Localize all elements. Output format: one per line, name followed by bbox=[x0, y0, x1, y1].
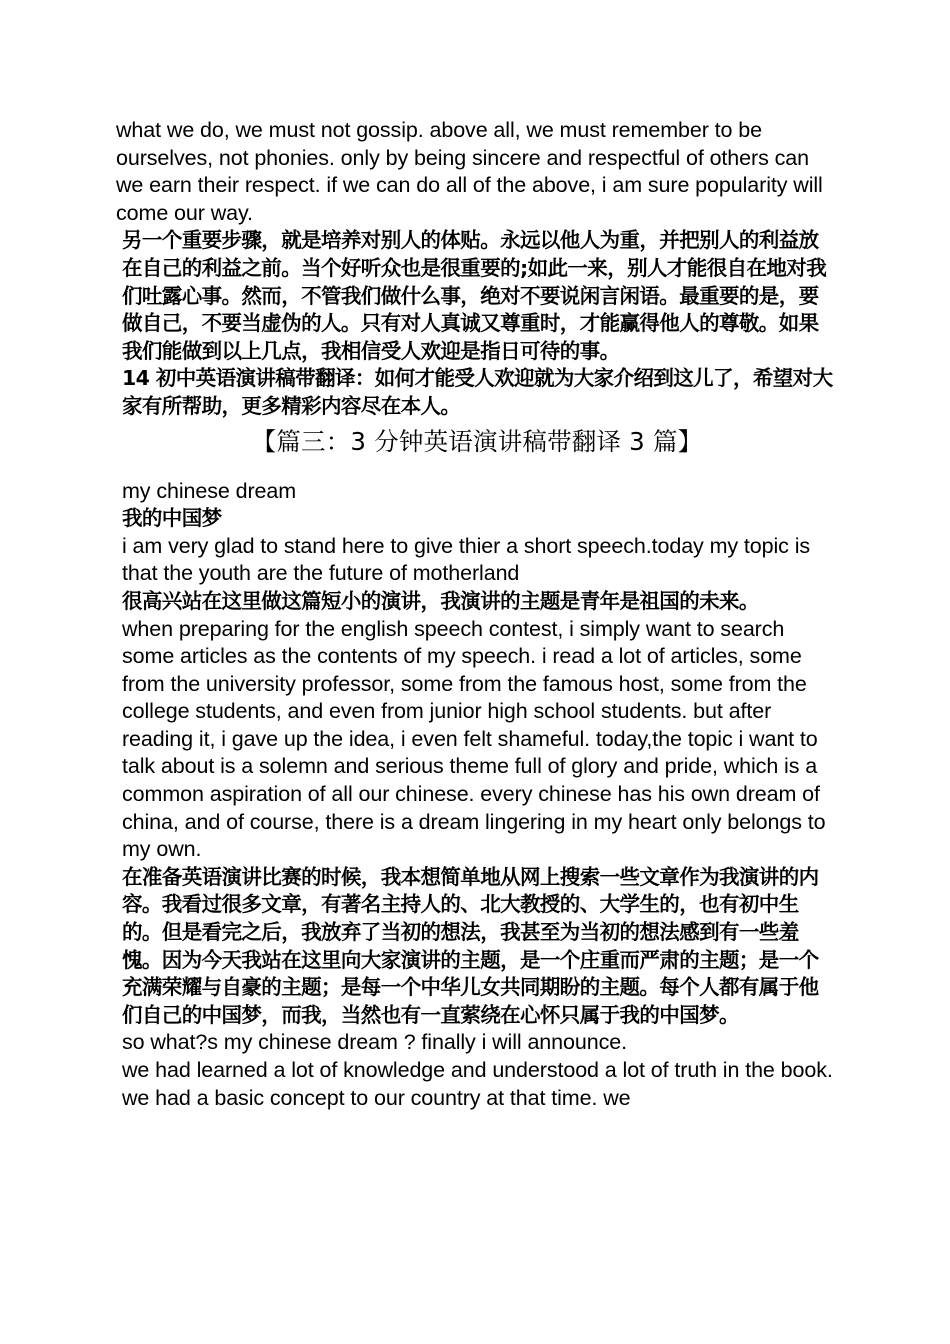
paragraph-english-knowledge: we had learned a lot of knowledge and understood a lot of truth in the book. we had a basic concept to our country at that time. we bbox=[122, 1058, 833, 1110]
document-page bbox=[116, 117, 838, 1112]
speech-title-chinese: 我的中国梦 bbox=[122, 506, 222, 531]
paragraph-english-preparing: when preparing for the english speech contest, i simply want to search some articles as the contents of my speech. i read a lot of articles, some from the university professor, some from the famous host, some from the college students, and even from junior high school students. but after reading it, i gave up the idea, i even felt shameful. today,the topic i want to talk about is a solemn and serious theme full of glory and pride, which is a common aspiration of all our chinese. every chinese has his own dream of china, and of course, there is a dream lingering in my heart only belongs to my own. bbox=[122, 616, 826, 862]
paragraph-chinese-intro: 很高兴站在这里做这篇短小的演讲，我演讲的主题是青年是祖国的未来。 bbox=[122, 588, 759, 613]
section-heading: 【篇三：3 分钟英语演讲稿带翻译 3 篇】 bbox=[251, 426, 703, 456]
paragraph-english-question: so what?s my chinese dream ? finally i will announce. bbox=[122, 1030, 627, 1055]
paragraph-chinese-preparing: 在准备英语演讲比赛的时候，我本想简单地从网上搜索一些文章作为我演讲的内容。我看过很多文章，有著名主持人的、北大教授的、大学生的，也有初中生的。但是看完之后，我放弃了当初的想法，我甚至为当初的想法感到有一些羞愧。因为今天我站在这里向大家演讲的主题，是一个庄重而严肃的主题；是一个充满荣耀与自豪的主题；是每一个中华儿女共同期盼的主题。每个人都有属于他们自己的中国梦，而我，当然也有一直萦绕在心怀只属于我的中国梦。 bbox=[122, 864, 819, 1027]
paragraph-chinese-popularity-translation: 另一个重要步骤，就是培养对别人的体贴。永远以他人为重，并把别人的利益放在自己的利益之前。当个好听众也是很重要的;如此一来，别人才能很自在地对我们吐露心事。然而，不管我们做什么事，绝对不要说闲言闲语。最重要的是，要做自己，不要当虚伪的人。只有对人真诚又尊重时，才能赢得他人的尊敬。如果我们能做到以上几点，我相信受人欢迎是指日可待的事。 bbox=[122, 228, 827, 363]
paragraph-english-popularity-end: what we do, we must not gossip. above all, we must remember to be ourselves, not phonies. only by being sincere and respectful of others can we earn their respect. if we can do all of the above, i am sure popularity will come our way. bbox=[116, 118, 823, 225]
paragraph-english-intro: i am very glad to stand here to give thier a short speech.today my topic is that the youth are the future of motherland bbox=[122, 533, 811, 586]
speech-title-english: my chinese dream bbox=[122, 478, 297, 503]
paragraph-section-closing: 14 初中英语演讲稿带翻译：如何才能受人欢迎就为大家介绍到这儿了，希望对大家有所帮助，更多精彩内容尽在本人。 bbox=[122, 366, 833, 418]
